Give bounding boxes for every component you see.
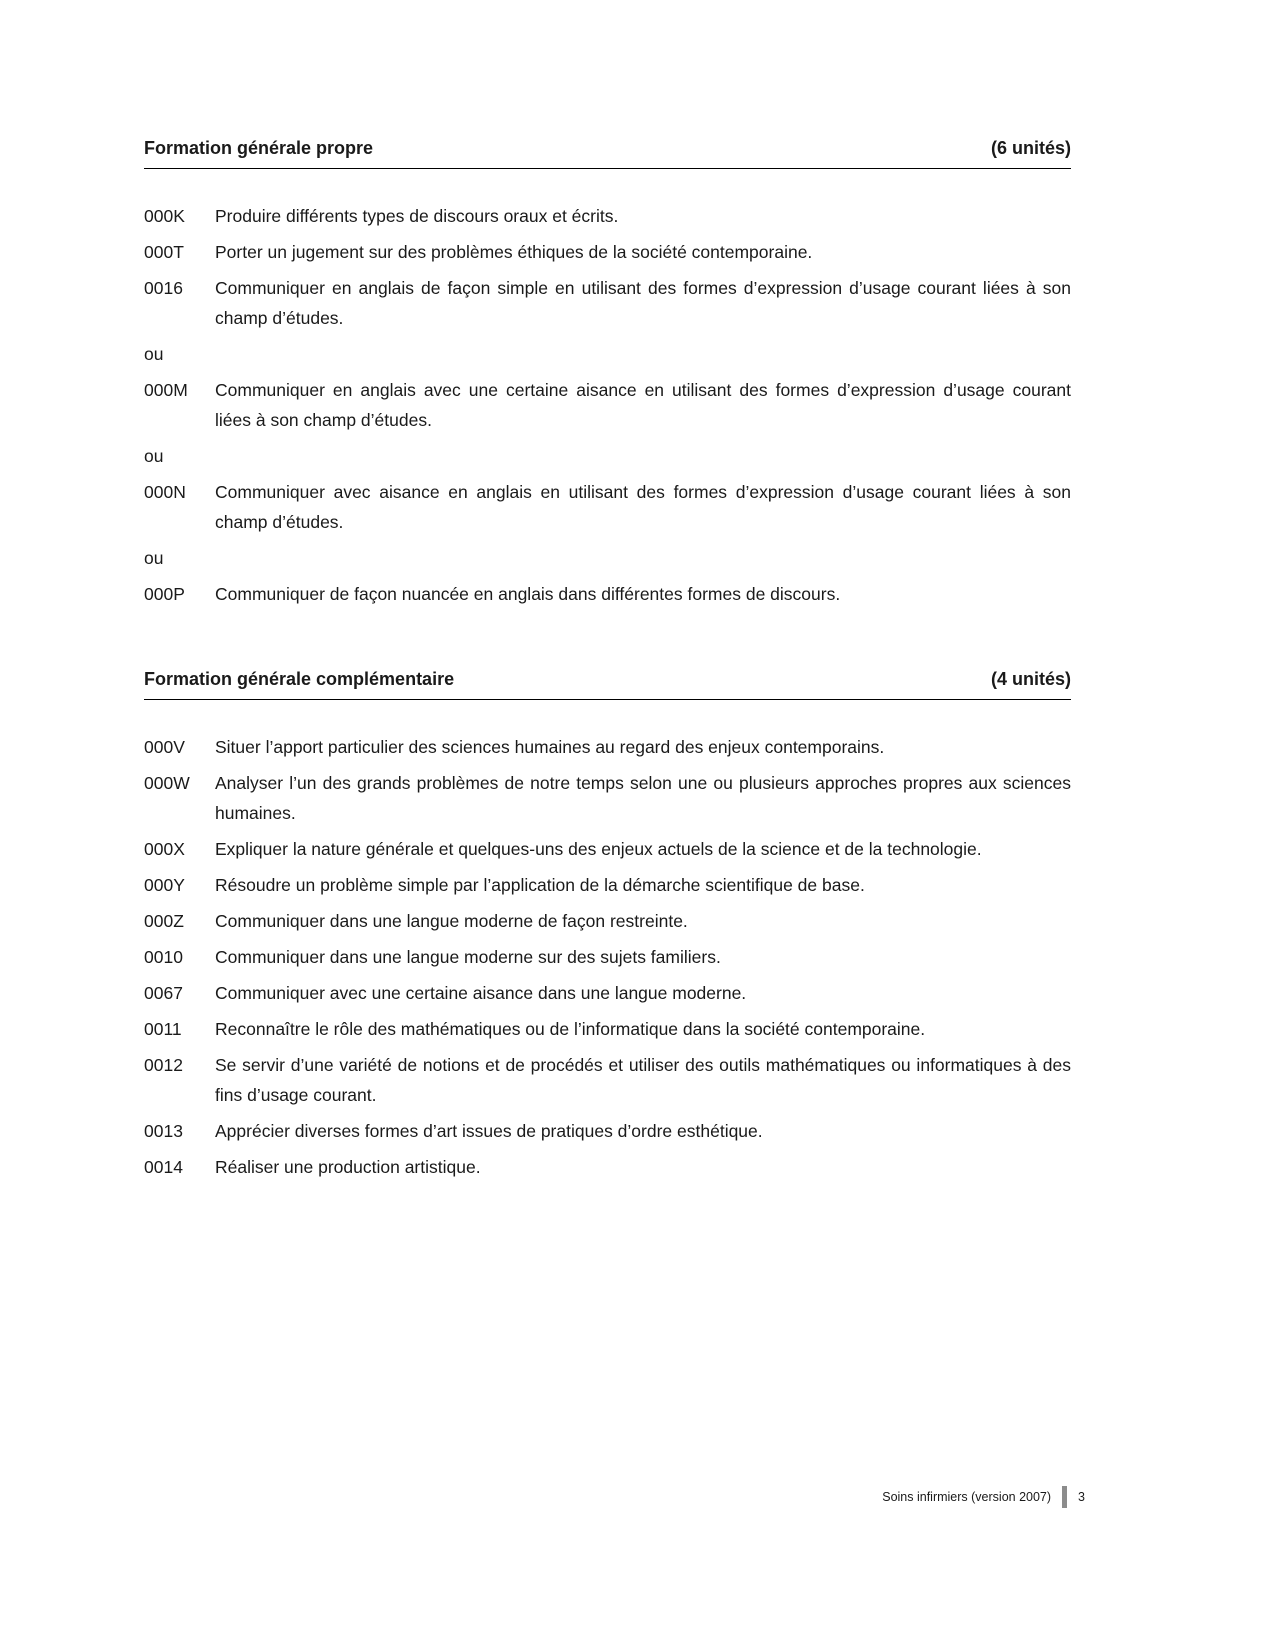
competency-text: Communiquer dans une langue moderne de façon restreinte. <box>215 911 688 931</box>
competency-text: Communiquer avec aisance en anglais en utilisant des formes d’expression d’usage courant liées à son champ d’études. <box>215 482 1071 532</box>
competency-item <box>144 477 1071 537</box>
competency-item <box>144 579 1071 609</box>
page-content <box>144 138 1071 1188</box>
section-title: Formation générale complémentaire <box>144 669 455 689</box>
competency-item <box>144 732 1071 762</box>
competency-code: 0013 <box>144 1121 183 1141</box>
competency-item <box>144 1050 1071 1110</box>
competency-item <box>144 441 1071 471</box>
page-footer <box>882 1486 1085 1508</box>
competency-code: 0014 <box>144 1157 183 1177</box>
competency-code: 000M <box>144 380 188 400</box>
competency-text: Communiquer en anglais de façon simple en utilisant des formes d’expression d’usage courant liées à son champ d’études. <box>215 278 1071 328</box>
section-formation-generale-propre <box>144 138 1071 609</box>
competency-code: 0016 <box>144 278 183 298</box>
competency-code: 000K <box>144 206 185 226</box>
competency-item <box>144 978 1071 1008</box>
competency-text: Produire différents types de discours oraux et écrits. <box>215 206 619 226</box>
competency-code: 000Z <box>144 911 184 931</box>
competency-code: ou <box>144 446 164 466</box>
competency-code: ou <box>144 344 164 364</box>
competency-item <box>144 339 1071 369</box>
competency-item <box>144 768 1071 828</box>
section-title: Formation générale propre <box>144 138 374 158</box>
competency-code: 0067 <box>144 983 183 1003</box>
competency-text: Communiquer de façon nuancée en anglais dans différentes formes de discours. <box>215 584 841 604</box>
competency-text: Réaliser une production artistique. <box>215 1157 481 1177</box>
competency-code: 000X <box>144 839 185 859</box>
competency-text: Communiquer dans une langue moderne sur des sujets familiers. <box>215 947 721 967</box>
competency-item <box>144 942 1071 972</box>
competency-text: Communiquer en anglais avec une certaine aisance en utilisant des formes d’expression d’usage courant liées à son champ d’études. <box>215 380 1071 430</box>
competency-item <box>144 870 1071 900</box>
section-header <box>144 669 1071 700</box>
competency-text: Situer l’apport particulier des sciences humaines au regard des enjeux contemporains. <box>215 737 885 757</box>
competency-item <box>144 543 1071 573</box>
competency-text: Expliquer la nature générale et quelques-uns des enjeux actuels de la science et de la technologie. <box>215 839 982 859</box>
competency-text: Résoudre un problème simple par l’application de la démarche scientifique de base. <box>215 875 865 895</box>
competency-text: Communiquer avec une certaine aisance dans une langue moderne. <box>215 983 747 1003</box>
section-units: (6 unités) <box>990 138 1071 158</box>
footer-divider-bar <box>1062 1486 1067 1508</box>
competency-text <box>215 441 1071 471</box>
competency-item <box>144 906 1071 936</box>
competency-text <box>215 339 1071 369</box>
competency-item <box>144 1116 1071 1146</box>
competency-item <box>144 1152 1071 1182</box>
competency-code: 000N <box>144 482 186 502</box>
competency-text: Reconnaître le rôle des mathématiques ou de l’informatique dans la société contemporaine. <box>215 1019 926 1039</box>
competency-list <box>144 732 1071 1182</box>
competency-code: 0010 <box>144 947 183 967</box>
footer-document-title: Soins infirmiers (version 2007) <box>882 1490 1052 1504</box>
competency-text <box>215 543 1071 573</box>
competency-code: 0011 <box>144 1019 182 1039</box>
section-header <box>144 138 1071 169</box>
competency-text: Porter un jugement sur des problèmes éthiques de la société contemporaine. <box>215 242 813 262</box>
footer-page-number: 3 <box>1078 1490 1085 1504</box>
competency-item <box>144 834 1071 864</box>
competency-code: 000V <box>144 737 185 757</box>
section-units: (4 unités) <box>990 669 1071 689</box>
competency-item <box>144 201 1071 231</box>
competency-code: 000W <box>144 773 190 793</box>
competency-text: Analyser l’un des grands problèmes de notre temps selon une ou plusieurs approches propres aux sciences humaines. <box>215 773 1071 823</box>
competency-code: 000Y <box>144 875 185 895</box>
competency-item <box>144 375 1071 435</box>
competency-text: Apprécier diverses formes d’art issues de pratiques d’ordre esthétique. <box>215 1121 763 1141</box>
competency-text: Se servir d’une variété de notions et de procédés et utiliser des outils mathématiques ou informatiques à des fins d’usage courant. <box>215 1055 1071 1105</box>
competency-code: 000T <box>144 242 184 262</box>
competency-item <box>144 1014 1071 1044</box>
competency-code: 000P <box>144 584 185 604</box>
competency-item <box>144 237 1071 267</box>
section-formation-generale-complementaire <box>144 669 1071 1182</box>
competency-code: ou <box>144 548 164 568</box>
competency-list <box>144 201 1071 609</box>
competency-item <box>144 273 1071 333</box>
competency-code: 0012 <box>144 1055 183 1075</box>
